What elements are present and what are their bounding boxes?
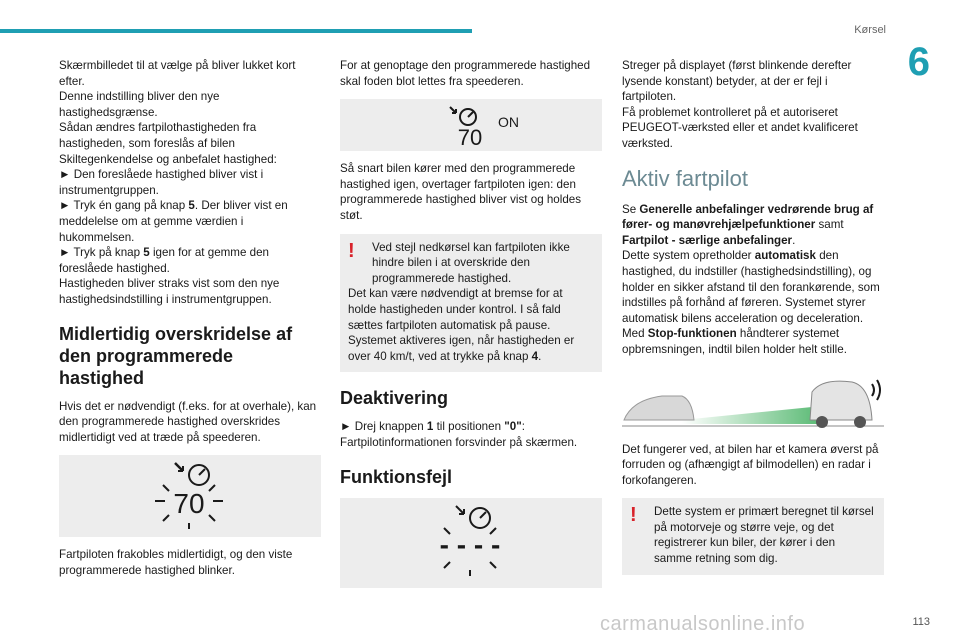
watermark: carmanualsonline.info — [600, 613, 806, 635]
paragraph: Se Generelle anbefalinger vedrørende brug af fører- og manøvrehjælpefunktioner samt Fartpilot - særlige anbefalinger. — [622, 202, 874, 247]
svg-text:70: 70 — [173, 488, 205, 520]
section-heading: Aktiv fartpilot — [622, 165, 748, 191]
svg-text:70: 70 — [457, 125, 483, 151]
fault-display-figure — [340, 498, 602, 588]
paragraph: Hvis det er nødvendigt (f.eks. for at overhale), kan den programmerede hastighed overskrides midlertidigt ved at træde på speederen. — [59, 399, 317, 444]
page-number: 113 — [912, 616, 930, 628]
paragraph: Skærmbilledet til at vælge på bliver lukket kort efter. — [59, 59, 296, 88]
column-2 — [340, 58, 602, 598]
chapter-number: 6 — [907, 40, 930, 84]
cruise-on-figure — [340, 99, 602, 151]
warning-icon: ! — [630, 504, 637, 527]
column-1 — [59, 58, 321, 578]
paragraph: Med Stop-funktionen håndterer systemet opbremsningen, indtil bilen holder helt stille. — [622, 327, 847, 356]
car-distance-figure — [622, 370, 884, 434]
section-heading: Midlertidig overskridelse af den programmerede hastighed — [59, 323, 293, 388]
bullet-step: ► Tryk på knap 5 igen for at gemme den foreslåede hastighed. — [59, 246, 269, 275]
warning-text: Systemet aktiveres igen, når hastigheden er over 40 km/t, ved at trykke på knap 4. — [348, 334, 575, 363]
section-heading: Deaktivering — [340, 388, 449, 409]
paragraph: Denne indstilling bliver den nye hastighedsgrænse. — [59, 90, 220, 119]
warning-box — [622, 498, 884, 574]
paragraph: Hastigheden bliver straks vist som den nye hastighedsindstilling i instrumentgruppen. — [59, 277, 280, 306]
warning-text: Det kan være nødvendigt at bremse for at holde hastigheden under kontrol. I så fald sættes fartpiloten automatisk på pause. — [348, 287, 563, 332]
svg-text:- - - -: - - - - — [439, 528, 501, 560]
paragraph: Sådan ændres fartpilothastigheden fra hastigheden, som foreslås af bilen Skiltegenkendelse og anbefalet hastighed: — [59, 121, 277, 166]
header-accent-bar — [0, 29, 472, 33]
paragraph: Få problemet kontrolleret på et autoriseret PEUGEOT-værksted eller et andet kvalificeret værksted. — [622, 105, 858, 150]
cruise-on-icon — [340, 99, 602, 151]
column-3 — [622, 58, 884, 585]
bullet-step: ► Den foreslåede hastighed bliver vist i instrumentgruppen. — [59, 168, 264, 197]
warning-text: Ved stejl nedkørsel kan fartpiloten ikke hindre bilen i at overskride den programmerede hastighed. — [372, 240, 570, 285]
section-heading: Funktionsfejl — [340, 466, 452, 487]
paragraph: Så snart bilen kører med den programmerede hastighed igen, overtager fartpiloten igen: den programmerede hastighed bliver vist og holdes støt. — [340, 162, 582, 222]
bullet-step: ► Tryk én gang på knap 5. Der bliver vist en meddelelse om at gemme værdien i hukommelsen. — [59, 199, 288, 244]
section-label: Kørsel — [854, 24, 886, 36]
cruise-fault-icon — [340, 498, 602, 588]
speed-display-figure — [59, 455, 321, 537]
paragraph: For at genoptage den programmerede hastighed skal foden blot lettes fra speederen. — [340, 59, 591, 88]
car-radar-illustration — [622, 370, 884, 434]
cruise-overspeed-icon — [59, 455, 321, 537]
warning-box — [340, 234, 602, 373]
paragraph: Streger på displayet (først blinkende derefter lysende konstant) betyder, at der er fejl i fartpiloten. — [622, 59, 852, 104]
svg-text:ON: ON — [498, 114, 519, 131]
paragraph: Dette system opretholder automatisk den hastighed, du indstiller (hastighedsindstilling), og holder en sikker afstand til den forankørende, som indstilles på forhånd af føreren. Systemet styrer automatisk bilens acceleration og deceleration. — [622, 249, 880, 325]
paragraph: Fartpiloten frakobles midlertidigt, og den viste programmerede hastighed blinker. — [59, 548, 293, 577]
paragraph: Det fungerer ved, at bilen har et kamera øverst på forruden og (afhængigt af bilmodellen) en radar i forkofangeren. — [622, 442, 879, 487]
warning-text: Dette system er primært beregnet til kørsel på motorveje og større veje, og det registrerer kun biler, der kører i den samme retning som dig. — [654, 505, 874, 566]
warning-icon: ! — [348, 239, 355, 262]
bullet-step: ► Drej knappen 1 til positionen "0": Fartpilotinformationen forsvinder på skærmen. — [340, 420, 578, 449]
